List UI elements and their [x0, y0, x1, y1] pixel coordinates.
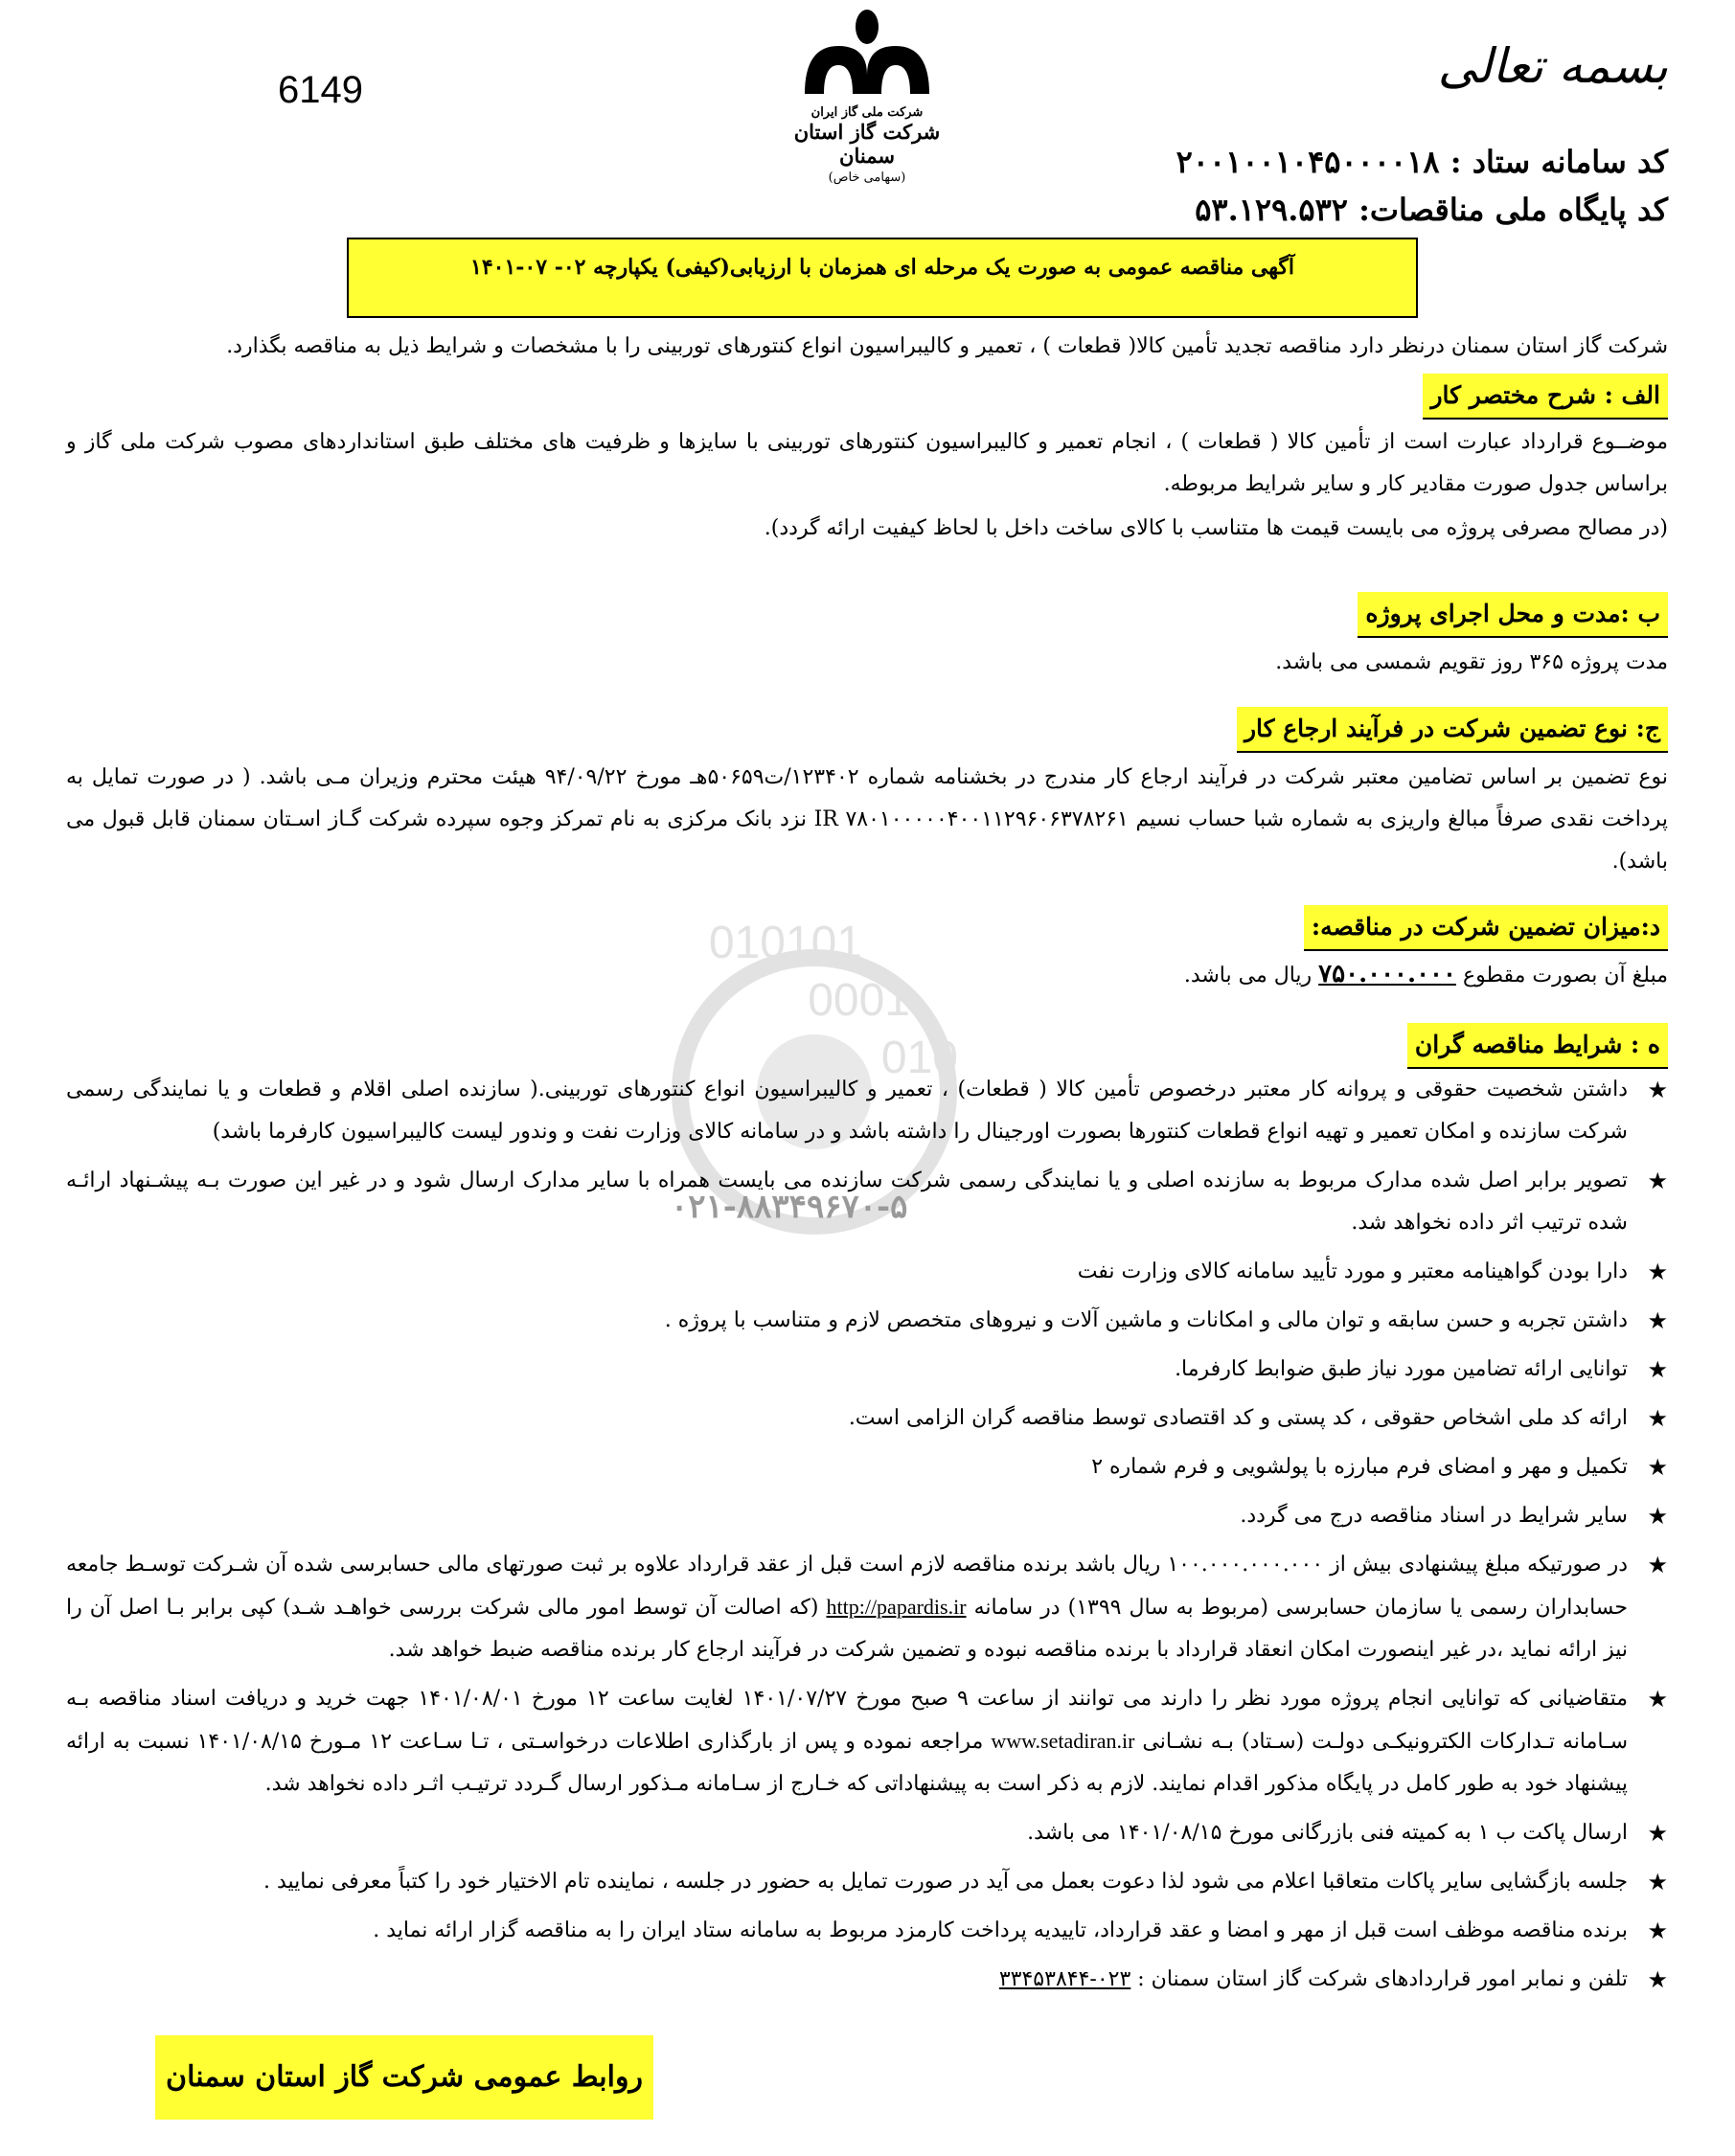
svg-text:010101: 010101 [708, 918, 862, 968]
section-b-text: مدت پروژه ۳۶۵ روز تقویم شمسی می باشد. [1275, 650, 1668, 674]
list-item: ★ متقاضیانی که توانایی انجام پروژه مورد نظر را دارند می توانند از ساعت ۹ صبح مورخ ۱۴۰۱/۰۷/۲۷ لغایت ساعت ۱۲ مورخ ۱۴۰۱/۰۸/۰۱ جهت خرید و دریافت اسناد مناقصه بـه سـامانه تـدارکات الکترونیکـی دولـت (سـتاد) بـه نشـانی www.setadiran.ir مراجعه نموده و پس از بارگذاری اطلاعات درخواسـتی ، تـا سـاعت ۱۲ مـورخ ۱۴۰۱/۰۸/۱۵ نسبت به ارائه پیشنهاد خود به طور کامل در پایگاه مذکور اقدام نمایند. لازم به ذکر است به پیشنهاداتی که خـارج از سـامانه مـذکور ارسال گـردد ترتیـب اثـر داده نخواهد شد. [66, 1678, 1668, 1805]
star-icon: ★ [1647, 1686, 1668, 1713]
star-icon: ★ [1647, 1869, 1668, 1895]
document-number: 6149 [278, 69, 363, 111]
list-item: ★ ارسال پاکت ب ۱ به کمیته فنی بازرگانی مورخ ۱۴۰۱/۰۸/۱۵ می باشد. [66, 1812, 1668, 1854]
star-icon: ★ [1647, 1454, 1668, 1481]
section-c-heading: ج: نوع تضمین شرکت در فرآیند ارجاع کار [1237, 707, 1668, 753]
company-logo [766, 8, 968, 185]
bismillah-calligraphy: بسمه تعالی [1437, 38, 1668, 94]
logo-line-1: شرکت ملی گاز ایران [810, 105, 924, 120]
section-d-text-before: مبلغ آن بصورت مقطوع [1462, 964, 1668, 987]
section-c-text: نوع تضمین بر اساس تضامین معتبر شرکت در فرآیند ارجاع کار مندرج در بخشنامه شماره ۱۲۳۴۰۲/ت۵۰۶۵۹هـ مورخ ۹۴/۰۹/۲۲ هیئت محترم وزیران مـی باشد. ( در صورت تمایل به پرداخت نقدی صرفاً مبالغ واریزی به شماره شبا حساب نسیم IR ۷۸۰۱۰۰۰۰۰۴۰۰۱۱۲۹۶۰۶۳۷۸۲۶۱ نزد بانک مرکزی به نام تمرکز وجوه سپرده شرکت گـاز اسـتان سمنان قابل قبول می باشد). [66, 765, 1669, 874]
star-icon: ★ [1647, 1168, 1668, 1194]
svg-text:010: 010 [880, 1033, 958, 1083]
list-item: ★ ارائه کد ملی اشخاص حقوقی ، کد پستی و کد اقتصادی توسط مناقصه گران الزامی است. [66, 1397, 1668, 1440]
papardis-link[interactable]: http://papardis.ir [826, 1595, 967, 1619]
list-item: ★ در صورتیکه مبلغ پیشنهادی بیش از ۱۰۰.۰۰۰.۰۰۰.۰۰۰ ریال باشد برنده مناقصه لازم است قبل از عقد قرارداد علاوه بر ثبت صورتهای مالی حسابرسی شده آن شـرکت توسـط جامعه حسابداران رسمی یا سازمان حسابرسی (مربوط به سال ۱۳۹۹) در سامانه http://papardis.ir (که اصالت آن توسط امور مالی شرکت بررسی خواهـد شـد) کپی برابر بـا اصل آن را نیز ارائه نماید ،در غیر اینصورت امکان انعقاد قرارداد با برنده مناقصه نبوده و تضمین شرکت در فرآیند ارجاع کار برنده مناقصه ضبط خواهد شد. [66, 1544, 1668, 1671]
svg-text:0001: 0001 [808, 975, 910, 1026]
notice-title: آگهی مناقصه عمومی به صورت یک مرحله ای همزمان با ارزیابی(کیفی) یکپارچه ۰۲- ۰۷-۱۴۰۱ [347, 238, 1418, 318]
section-a-heading: الف : شرح مختصر کار [1423, 374, 1668, 420]
star-icon: ★ [1647, 1077, 1668, 1103]
list-item: ★ جلسه بازگشایی سایر پاکات متعاقبا اعلام می شود لذا دعوت بعمل می آید در صورت تمایل به حضور در جلسه ، نماینده تام الاختیار خود را کتباً معرفی نمایید . [66, 1861, 1668, 1903]
logo-line-3: (سهامی خاص) [828, 170, 906, 185]
section-a-text: موضــوع قرارداد عبارت است از تأمین کالا ( قطعات ) ، انجام تعمیر و کالیبراسیون کنتورهای توربینی با سایزها و ظرفیت های مختلف طبق استانداردهای مصوب شرکت ملی گاز و براساس جدول صورت مقادیر کار و سایر شرایط مربوطه. [66, 430, 1668, 496]
star-icon: ★ [1647, 1503, 1668, 1530]
setadiran-link[interactable]: www.setadiran.ir [991, 1729, 1135, 1753]
star-icon: ★ [1647, 1918, 1668, 1944]
section-b-heading: ب :مدت و محل اجرای پروژه [1358, 592, 1668, 638]
list-item: ★ تصویر برابر اصل شده مدارک مربوط به سازنده اصلی و یا نمایندگی رسمی شرکت سازنده می بایست همراه با سایر مدارک ارسال شود و در غیر این صورت بـه پیشـنهاد ارائـه شده ترتیب اثر داده نخواهد شد. [66, 1160, 1668, 1244]
list-item: ★ داشتن تجربه و حسن سابقه و توان مالی و امکانات و ماشین آلات و نیروهای متخصص لازم و متناسب با پروژه . [66, 1300, 1668, 1342]
intro-paragraph: شرکت گاز استان سمنان درنظر دارد مناقصه تجدید تأمین کالا( قطعات ) ، تعمیر و کالیبراسیون انواع کنتورهای توربینی را با مشخصات و شرایط ذیل به مناقصه بگذارد. [226, 334, 1668, 358]
star-icon: ★ [1647, 1356, 1668, 1383]
star-icon: ★ [1647, 1307, 1668, 1334]
section-d-text-after: ریال می باشد. [1183, 964, 1313, 987]
logo-line-2: شرکت گاز استان سمنان [793, 120, 941, 168]
guarantee-amount: ۷۵۰.۰۰۰.۰۰۰ [1318, 960, 1456, 988]
conditions-list [66, 1069, 1668, 2008]
national-tender-code: کد پایگاه ملی مناقصات: ۵۳.۱۲۹.۵۳۲ [1195, 192, 1668, 228]
list-item: ★ تلفن و نمابر امور قراردادهای شرکت گاز استان سمنان : ۰۲۳-۳۳۴۵۳۸۴۴ [66, 1959, 1668, 2001]
public-relations-signature: روابط عمومی شرکت گاز استان سمنان [155, 2035, 653, 2120]
contracts-phone: ۰۲۳-۳۳۴۵۳۸۴۴ [998, 1967, 1131, 1991]
star-icon: ★ [1647, 1552, 1668, 1578]
setad-code: کد سامانه ستاد : ۲۰۰۱۰۰۱۰۴۵۰۰۰۰۱۸ [1176, 144, 1668, 180]
section-a-note: (در مصالح مصرفی پروژه می بایست قیمت ها متناسب با کالای ساخت داخل با لحاظ کیفیت ارائه گردد). [764, 516, 1668, 540]
nigc-flame-logo-icon [786, 8, 948, 103]
list-item: ★ توانایی ارائه تضامین مورد نیاز طبق ضوابط کارفرما. [66, 1349, 1668, 1391]
list-item: ★ سایر شرایط در اسناد مناقصه درج می گردد. [66, 1495, 1668, 1537]
list-item: ★ برنده مناقصه موظف است قبل از مهر و امضا و عقد قرارداد، تاییدیه پرداخت کارمزد مربوط به سامانه ستاد ایران را به مناقصه گزار ارائه نماید . [66, 1910, 1668, 1952]
section-d-heading: د:میزان تضمین شرکت در مناقصه: [1304, 905, 1668, 951]
star-icon: ★ [1647, 1966, 1668, 1993]
list-item: ★ داشتن شخصیت حقوقی و پروانه کار معتبر درخصوص تأمین کالا ( قطعات) ، تعمیر و کالیبراسیون انواع کنتورهای توربینی.( سازنده اصلی اقلام و قطعات و یا نمایندگی رسمی شرکت سازنده و امکان تعمیر و تهیه انواع قطعات کنتورها بصورت اورجینال را داشته باشد و در سامانه کالای وزارت نفت و وندور لیست کالیبراسیون کارفرما باشد) [66, 1069, 1668, 1153]
section-e-heading: ه : شرایط مناقصه گران [1407, 1023, 1668, 1069]
list-item: ★ دارا بودن گواهینامه معتبر و مورد تأیید سامانه کالای وزارت نفت [66, 1251, 1668, 1293]
star-icon: ★ [1647, 1820, 1668, 1847]
list-item: ★ تکمیل و مهر و امضای فرم مبارزه با پولشویی و فرم شماره ۲ [66, 1446, 1668, 1488]
watermark-phone: ۰۲۱-۸۸۳۴۹۶۷۰-۵ [671, 1188, 908, 1226]
star-icon: ★ [1647, 1259, 1668, 1285]
star-icon: ★ [1647, 1405, 1668, 1432]
